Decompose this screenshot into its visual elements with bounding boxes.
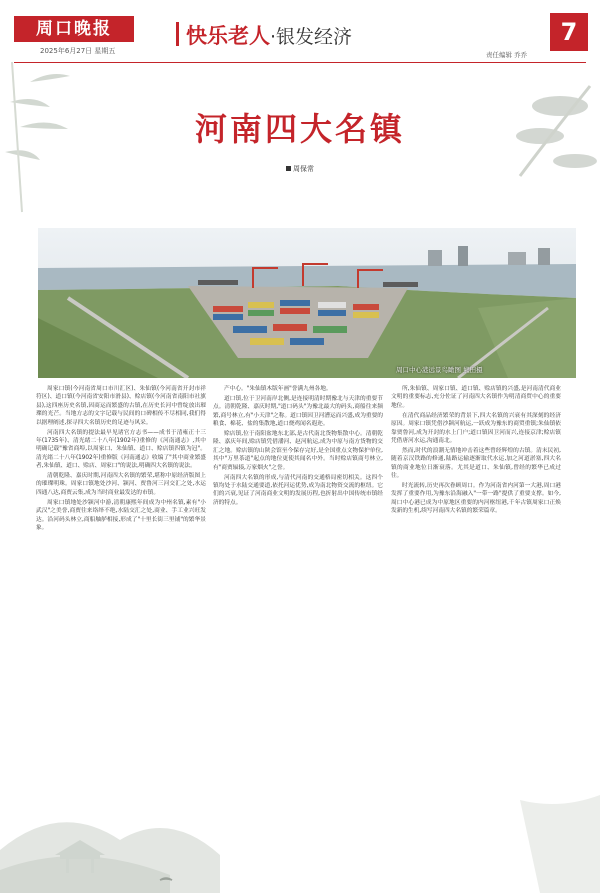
article-column-3 — [391, 385, 561, 805]
paragraph: 清朝乾隆、嘉庆时期,河南四大名镇的繁荣,堪称中原经济版图上的璀璨明珠。周家口镇地处沙河、颍河、贾鲁河三河交汇之处,水运四通八达,商贾云集,成为当时商业最发达的市镇。 — [36, 473, 206, 496]
paragraph: 道口镇,位于卫河南岸北侧,是连接明清时期豫北与天津的重要节点。清朝乾隆、嘉庆时期,"道口码头"为豫北最大的码头,商船往来频繁,商号林立,有"小天津"之称。道口镇因卫河漕运而兴盛,成为重要的粮食、棉花、盐的集散地,道口烧鸡闻名遐迩。 — [213, 395, 383, 428]
paragraph: 周家口镇地处沙颍河中游,清朝康熙年间成为中州名镇,素有"小武汉"之美誉,商贾往来络绎不绝,水陆交汇之处,商业、手工业兴旺发达。沿河码头林立,商船舳舻相接,形成了"十里长街三里铺"的繁华景象。 — [36, 499, 206, 531]
ink-landscape-decoration — [0, 760, 600, 893]
paragraph: 时光流转,历史再次眷顾周口。作为河南省内河第一大港,周口港发挥了重要作用,为豫东沿海融入"一带一路"提供了重要支撑。如今,周口中心港已成为中原地区重要的内河枢纽港,千年古镇周家口正焕发新的生机,续写河南四大名镇的繁荣篇章。 — [391, 482, 561, 515]
byline-author: 周保常 — [293, 165, 314, 173]
article-column-2 — [213, 385, 383, 805]
column-title-main: 快乐老人 — [186, 23, 270, 48]
issue-date: 2025年6月27日 星期五 — [40, 47, 116, 55]
column-subtitle: ·银发经济 — [270, 26, 353, 48]
paragraph: 河南四大名镇的提法最早见诸官方志书——成书于清雍正十三年(1735年)、清光绪二十八年(1902年)重修的《河南通志》,其中明确记载"豫省商埠,以周家口、朱仙镇、道口、赊店镇四镇为冠"。清光绪二十八年(1902年)重修版《河南通志》收编了"其中商业繁盛者,朱仙镇、道口、赊店、周家口"的说法,明确四大名镇的说法。 — [36, 429, 206, 470]
newspaper-logo: 周口晚报 — [14, 16, 134, 42]
paragraph: 所,朱仙镇、周家口镇、道口镇、赊店镇的兴盛,是河南清代商业文明的重要标志,充分佐证了河南四大名镇作为明清商贸中心的重要地位。 — [391, 386, 561, 409]
paragraph: 周家口镇(今河南省周口市川汇区)、朱仙镇(今河南省开封市祥符区)、道口镇(今河南省安阳市滑县)、赊店镇(今河南省南阳市社旗县),这四座历史名镇,因商运而繁盛的古镇,在历史长河中曾绽放出璀璨的光芒。当地方志的文字记载与民间的口碑相传不尽相同,我们得以据理阐述,探寻四大名镇历史的足迹与风采。 — [36, 386, 206, 426]
paragraph: 然而,时代的浪潮无情地冲击着这些曾经辉煌的古镇。清末民初,随着京汉铁路的修通,陆路运输逐渐取代水运,加之河道淤塞,四大名镇的商业地位日渐衰落。尤其是道口、朱仙镇,曾经的繁华已成过往。 — [391, 447, 561, 480]
paragraph: 河南四大名镇的形成,与清代河南的交通格局密切相关。这四个镇均处于水陆交通要道,依托河运优势,成为南北物资交流的枢纽。它们的兴衰,见证了河南商业文明的发展历程,也折射出中国传统市镇经济的特点。 — [213, 474, 383, 506]
paragraph: 赊店镇,位于南阳盆地东北部,是古代南北货物集散中心。清朝乾隆、嘉庆年间,赊店镇凭借潘河、赵河航运,成为中原与南方货物的交汇之地。赊店镇的山陕会馆至今保存完好,是全国重点文物保护单位,其中"万里茶道"起点的地位更使其闻名中外。当时赊店镇商号林立,有"商贾辐辏,万家烟火"之誉。 — [213, 431, 383, 471]
column-title — [186, 20, 352, 50]
port-aerial-photo — [38, 228, 576, 378]
header-rule — [14, 62, 586, 63]
article-column-1 — [36, 385, 206, 785]
paragraph: 产中心。"朱仙镇木版年画"誉满九州各地。 — [224, 386, 332, 392]
page-header — [0, 0, 600, 62]
byline-marker — [286, 166, 291, 171]
paragraph: 在清代商品经济繁荣的背景下,四大名镇的兴衰有其深刻的经济原因。周家口镇凭借沙颍河航运,一跃成为豫东的商贸重镇;朱仙镇依靠贾鲁河,成为开封的水上门户;道口镇因卫河而兴,连接京津;赊店镇凭借唐河水运,沟通南北。 — [391, 412, 561, 444]
photo-caption: 周口中心港远景鸟瞰图 熊田摄 — [396, 366, 483, 374]
article-byline — [286, 164, 314, 174]
page-number: 7 — [550, 13, 588, 51]
header-divider — [176, 22, 179, 46]
article-headline: 河南四大名镇 — [194, 110, 405, 148]
editor-credit: 责任编辑 乔乔 — [486, 51, 528, 59]
